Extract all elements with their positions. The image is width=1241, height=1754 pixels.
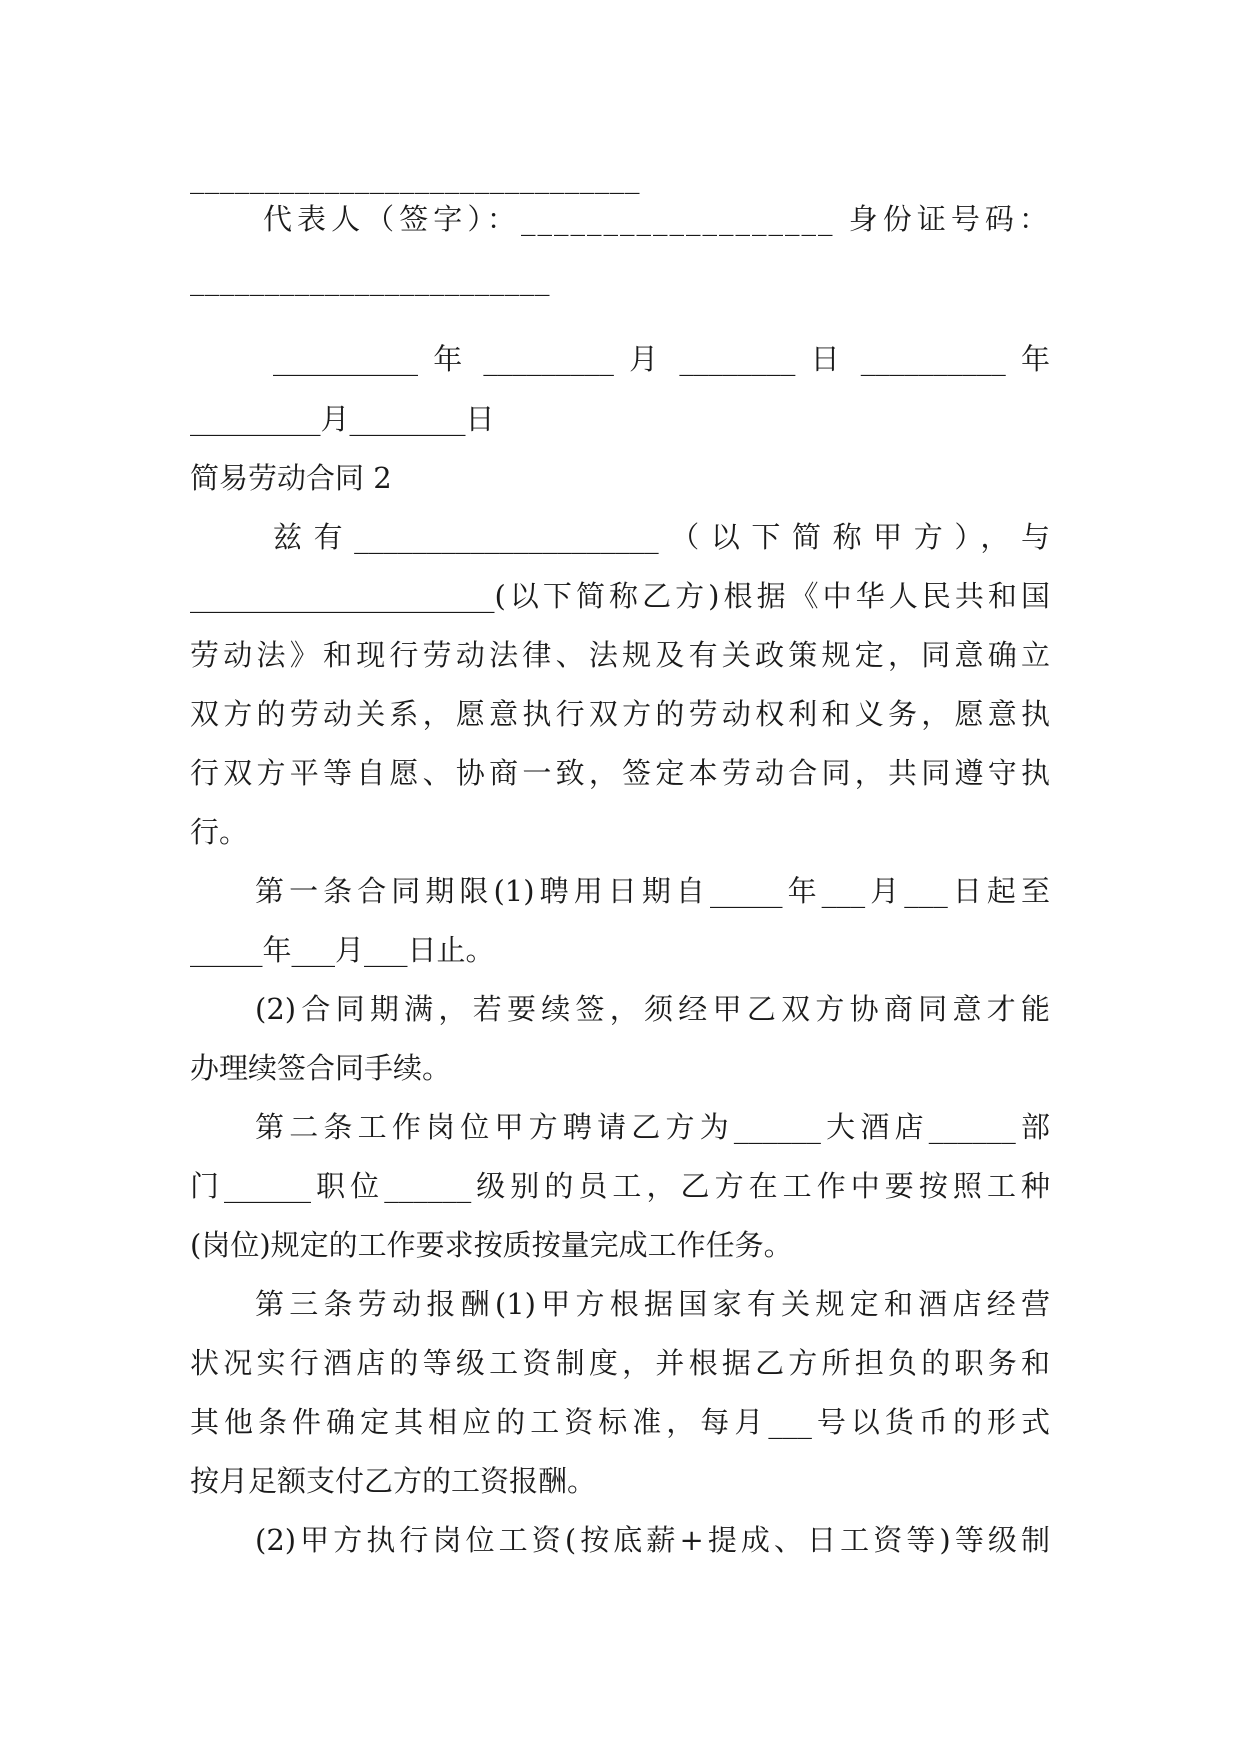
paragraph-line: 第二条工作岗位甲方聘请乙方为______大酒店______部	[255, 1110, 1050, 1144]
paragraph-line: 状况实行酒店的等级工资制度，并根据乙方所担负的职务和	[190, 1346, 1050, 1380]
top-signature-line: ______________________________	[190, 160, 640, 194]
paragraph-line: (岗位)规定的工作要求按质按量完成工作任务。	[190, 1228, 793, 1262]
paragraph-line: 门______职位______级别的员工，乙方在工作中要按照工种	[190, 1169, 1050, 1203]
representative-signature-line: 代表人（签字）：___________________ 身份证号码：	[263, 202, 1050, 236]
paragraph-line: 第一条合同期限(1)聘用日期自_____年___月___日起至	[255, 874, 1050, 908]
paragraph-line: 双方的劳动关系，愿意执行双方的劳动权利和义务，愿意执	[190, 697, 1050, 731]
paragraph-line: _____________________(以下简称乙方)根据《中华人民共和国	[190, 579, 1050, 613]
id-number-blank-line: ________________________	[190, 262, 550, 296]
paragraph-line: 行双方平等自愿、协商一致，签定本劳动合同，共同遵守执	[190, 756, 1050, 790]
paragraph-line: 兹有_____________________（以下简称甲方），与	[273, 520, 1050, 554]
paragraph-line: 劳动法》和现行劳动法律、法规及有关政策规定，同意确立	[190, 638, 1050, 672]
paragraph-line: 第三条劳动报酬(1)甲方根据国家有关规定和酒店经营	[255, 1287, 1050, 1321]
paragraph-line: 其他条件确定其相应的工资标准，每月___号以货币的形式	[190, 1405, 1050, 1439]
date-line-2: _________月________日	[190, 402, 495, 436]
paragraph-line: (2)合同期满，若要续签，须经甲乙双方协商同意才能	[255, 992, 1050, 1026]
paragraph-line: (2)甲方执行岗位工资(按底薪+提成、日工资等)等级制	[255, 1523, 1050, 1557]
paragraph-line: 办理续签合同手续。	[190, 1051, 452, 1085]
date-line-1: __________ 年 _________ 月 ________ 日 __________ 年	[273, 342, 1050, 376]
paragraph-line: _____年___月___日止。	[190, 933, 495, 967]
paragraph-line: 行。	[190, 815, 249, 849]
paragraph-line: 按月足额支付乙方的工资报酬。	[190, 1464, 597, 1498]
section-title: 简易劳动合同 2	[190, 461, 392, 495]
